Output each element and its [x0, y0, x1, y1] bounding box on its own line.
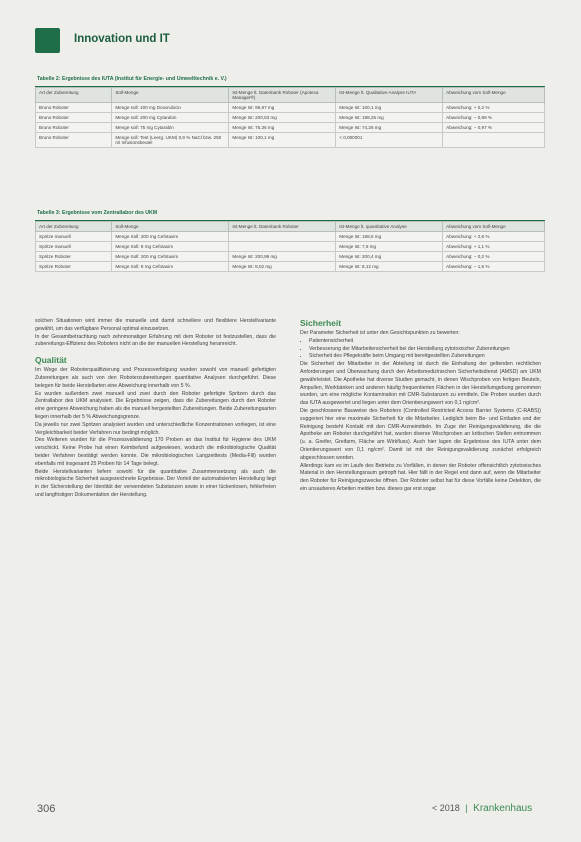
table-cell: Menge Ist: 200,53 mg	[229, 113, 336, 123]
table-row	[36, 133, 545, 148]
table-row	[36, 242, 545, 252]
table-row	[36, 232, 545, 242]
table-cell: Menge Ist: 198,5 mg	[336, 232, 443, 242]
table-cell: Menge Soll: 8 mg Cefotaxim	[112, 242, 229, 252]
table-cell: Menge soll: Test (Leerg. UKM) 0,9 % NaCl bzw. 250 ml Infusionsbeutel	[112, 133, 229, 148]
table-cell: Abweichung: − 1,5 %	[443, 262, 545, 272]
table3-caption: Tabelle 3: Ergebnisse vom Zentrallabor des UKM	[37, 210, 158, 216]
table-cell: Abweichung: + 0,2 %	[443, 103, 545, 113]
issue-label: < 2018	[432, 803, 460, 813]
paragraph: Es wurden außerdem zwei manuell und zwei durch den Roboter gefertigte Spritzen durch das Zentrallabor des UKM analysiert. Die Ergebnisse zeigen, dass die Zubereitungen durch den Roboter eine geringere Abweichung haben als die manuell hergestellten Zubereitungen. Beide Zubereitungsarten liegen innerhalb der 5 % Abweichungsgrenze.	[35, 390, 276, 420]
table-cell: Bruno Roboter	[36, 103, 112, 113]
table-cell: Bruno Roboter	[36, 113, 112, 123]
table-cell: < 0,000001	[336, 133, 443, 148]
paragraph: solchen Situationen wird immer die manuelle und damit schnellere und flexiblere Herstellvariante gewählt, um das verfügbare Personal optimal einzusetzen.	[35, 318, 276, 332]
table-cell	[443, 133, 545, 148]
table-cell: Abweichung: + 1,1 %	[443, 242, 545, 252]
table-cell: Abweichung: + 2,6 %	[443, 232, 545, 242]
table3-header: Soll-Menge	[112, 222, 229, 232]
list-item: • Verbesserung der Mitarbeitersicherheit bei der Herstellung zytotoxischer Zubereitungen	[309, 346, 541, 354]
footer-magazine	[432, 803, 532, 814]
table-row	[36, 252, 545, 262]
table-cell: Bruno Roboter	[36, 123, 112, 133]
table-row	[36, 113, 545, 123]
table-cell: Abweichung: − 0,89 %	[443, 113, 545, 123]
paragraph: Im Wege der Roboterqualifizierung und Prozessverfolgung wurden sowohl von manuell gefertigten Zubereitungen als auch von den Roboterzubereitungen quantitative Analysen durchgeführt. Diese belegen für beide Herstellarten eine Abweichung innerhalb von 5 %.	[35, 367, 276, 389]
right-column	[300, 318, 541, 494]
table-cell: Menge Ist: 200,99 mg	[229, 252, 336, 262]
page-number: 306	[37, 803, 56, 815]
table-cell: Spritze manuell	[36, 232, 112, 242]
footer-separator: |	[465, 803, 468, 813]
table2-caption: Tabelle 2: Ergebnisse des IUTA (Institut für Energie- und Umwelttechnik e. V.)	[37, 76, 227, 82]
paragraph: Da jeweils nur zwei Spritzen analysiert wurden und unterschiedliche Konzentrationen vorliegen, ist eine Vergleichbarkeit beider Verfahren nur bedingt möglich.	[35, 421, 276, 436]
table3-header: Art der Zubereitung	[36, 222, 112, 232]
paragraph: Der Parameter Sicherheit ist unter den Gesichtspunkten zu bewerten:	[300, 330, 460, 336]
table-cell: Menge Ist: 198,25 mg	[336, 113, 443, 123]
bullet-list	[300, 338, 541, 361]
section-heading-quality: Qualität	[35, 355, 67, 366]
section-heading-safety: Sicherheit	[300, 318, 342, 328]
table-cell: Menge soll: 200 mg Cytarabin	[112, 113, 229, 123]
table3-header: Abweichung vom Soll-Menge	[443, 222, 545, 232]
table-cell: Spritze Roboter	[36, 252, 112, 262]
paragraph: In der Gesamtbetrachtung nach zehnmonatiger Erfahrung mit dem Roboter ist festzustellen, dass die zubereitungs-Effizienz des Roboters nicht an die der manuellen Herstellung heranreicht.	[35, 333, 276, 348]
table-cell: Menge soll: 75 mg Cytarabin	[112, 123, 229, 133]
table-cell: Menge Soll: 8 mg Cefotaxim	[112, 262, 229, 272]
paragraph: Die geschlossene Bauweise des Roboters (Controlled Restricted Access Barrier Systems (C-RABS)) suggeriert hier eine maximale Sicherheit für die Mitarbeiter. Lediglich beim Be- und Entladen und der Reinigung besteht Kontakt mit den CMR-Arzneimitteln. Im Zuge der Reinigungsvalidierung, die die Apotheke am Roboter durchgeführt hat, wurden diverse Wischproben an kritischen Stellen entnommen (u. a. Greifer, Greifarm, Fläche am Wirkfluss). Auch hier lagen die Ergebnisse des IUTA unter dem Orientierungswert von 0,1 ng/cm². Damit ist mit der Reinigungsvalidierung zunächst erfolgreich abgeschlossen worden.	[300, 407, 541, 461]
table-row	[36, 123, 545, 133]
table2-header: Art der Zubereitung	[36, 88, 112, 103]
table-cell: Spritze manuell	[36, 242, 112, 252]
section-color-block	[35, 28, 60, 53]
table-cell: Menge Ist: 99,87 mg	[229, 103, 336, 113]
magazine-name: Krankenhaus	[473, 803, 533, 814]
table-cell: Menge Ist: 100,1 mg	[229, 133, 336, 148]
table3-header: Ist-Menge lt. quantitative Analyse	[336, 222, 443, 232]
table3	[35, 220, 545, 272]
table-cell: Menge Ist: 100,1 mg	[336, 103, 443, 113]
table-cell: Menge soll: 100 mg Doxorubicin	[112, 103, 229, 113]
table-cell	[229, 242, 336, 252]
table-cell: Menge Soll: 200 mg Cefotaxim	[112, 232, 229, 242]
table-cell: Abweichung: − 0,97 %	[443, 123, 545, 133]
table-cell: Bruno Roboter	[36, 133, 112, 148]
paragraph: Beide Herstellvarianten liefern sowohl für die quantitative Zusammensetzung als auch die mikrobiologische Sicherheit ausgezeichnete Ergebnisse. Der Vorteil der automatisierten Herstellung liegt in der Sicherstellung der Identität der verwendeten Substanzen sowie in einer lückenlosen, fehlerfreien und langfristigen Dokumentation der Herstellung.	[35, 468, 276, 498]
paragraph: Des Weiteren wurden für die Prozessvalidierung 170 Proben an das Institut für Hygiene des UKM verschickt. Keine Probe hat einen Keimbefund aufgewiesen, wodurch die mikrobiologische Qualität beider Verfahren bestätigt werden konnte. Die mikrobiologischen Langzeittests (Media-Fill) wurden ebenfalls mit insgesamt 25 Proben für 14 Tage belegt.	[35, 437, 276, 467]
table-cell: Menge Ist: 8,12 mg	[336, 262, 443, 272]
table-cell: Menge Ist: 8,02 mg	[229, 262, 336, 272]
table-cell: Abweichung: − 0,2 %	[443, 252, 545, 262]
table2-header: Soll-Menge	[112, 88, 229, 103]
table3-header-row	[36, 222, 545, 232]
table-cell: Menge Ist: 7,9 mg	[336, 242, 443, 252]
table-cell	[229, 232, 336, 242]
table-cell: Spritze Roboter	[36, 262, 112, 272]
table2-header: Ist-Menge lt. Qualitative Analyse IUTA	[336, 88, 443, 103]
table-row	[36, 262, 545, 272]
paragraph: Die Sicherheit der Mitarbeiter in der Abteilung ist durch die Einhaltung der geltenden rechtlichen Anforderungen und Überwachung durch den Arbeitsmedizinischen Sicherheitsdienst (AMSD) am UKM gewährleistet. Die Apotheke hat diverse Studien gemacht, in denen Wischproben von fertigen Beuteln, Ampullen, Werkbänken und anderen häufig frequentierten Flächen in der Herstellumgebung genommen wurden, um eine mögliche Kontamination mit CMR-Substanzen zu ermitteln. Die Proben wurden durch das IUTA ausgewertet und liegen unter dem Orientierungswert von 0,1 ng/cm².	[300, 361, 541, 407]
list-item: • Sicherheit des Pflegekräfte beim Umgang mit bereitgestellten Zubereitungen	[309, 353, 541, 361]
table-row	[36, 103, 545, 113]
left-column	[35, 318, 276, 500]
table2	[35, 86, 545, 148]
list-item: • Patientensicherheit	[309, 338, 541, 346]
table-cell: Menge Ist: 74,26 mg	[336, 123, 443, 133]
table2-header-row	[36, 88, 545, 103]
table-cell: Menge Ist: 200,4 mg	[336, 252, 443, 262]
table2-header: Ist-Menge lt. Datenbank Roboter (Apoteca Manager®)	[229, 88, 336, 103]
table2-header: Abweichung vom Soll-Menge	[443, 88, 545, 103]
table-cell: Menge Soll: 200 mg Cefotaxim	[112, 252, 229, 262]
paragraph: Allerdings kam es im Laufe des Betriebs zu Vorfällen, in denen der Roboter offensichtlich zytotoxisches Material in den Herstellungsraum getropft hat. Hier fällt in der Regel erst dann auf, wenn die Mitarbeiter den Roboter für Reinigungszwecke öffnen. Der Roboter selbst hat für diese Vorfälle keine Detektion, die ein unsauberes Arbeiten melden bzw. dieses gar erst sogar	[300, 462, 541, 492]
table3-header: Ist-Menge lt. Datenbank Roboter	[229, 222, 336, 232]
table-cell: Menge Ist: 75,36 mg	[229, 123, 336, 133]
section-title: Innovation und IT	[74, 33, 170, 45]
